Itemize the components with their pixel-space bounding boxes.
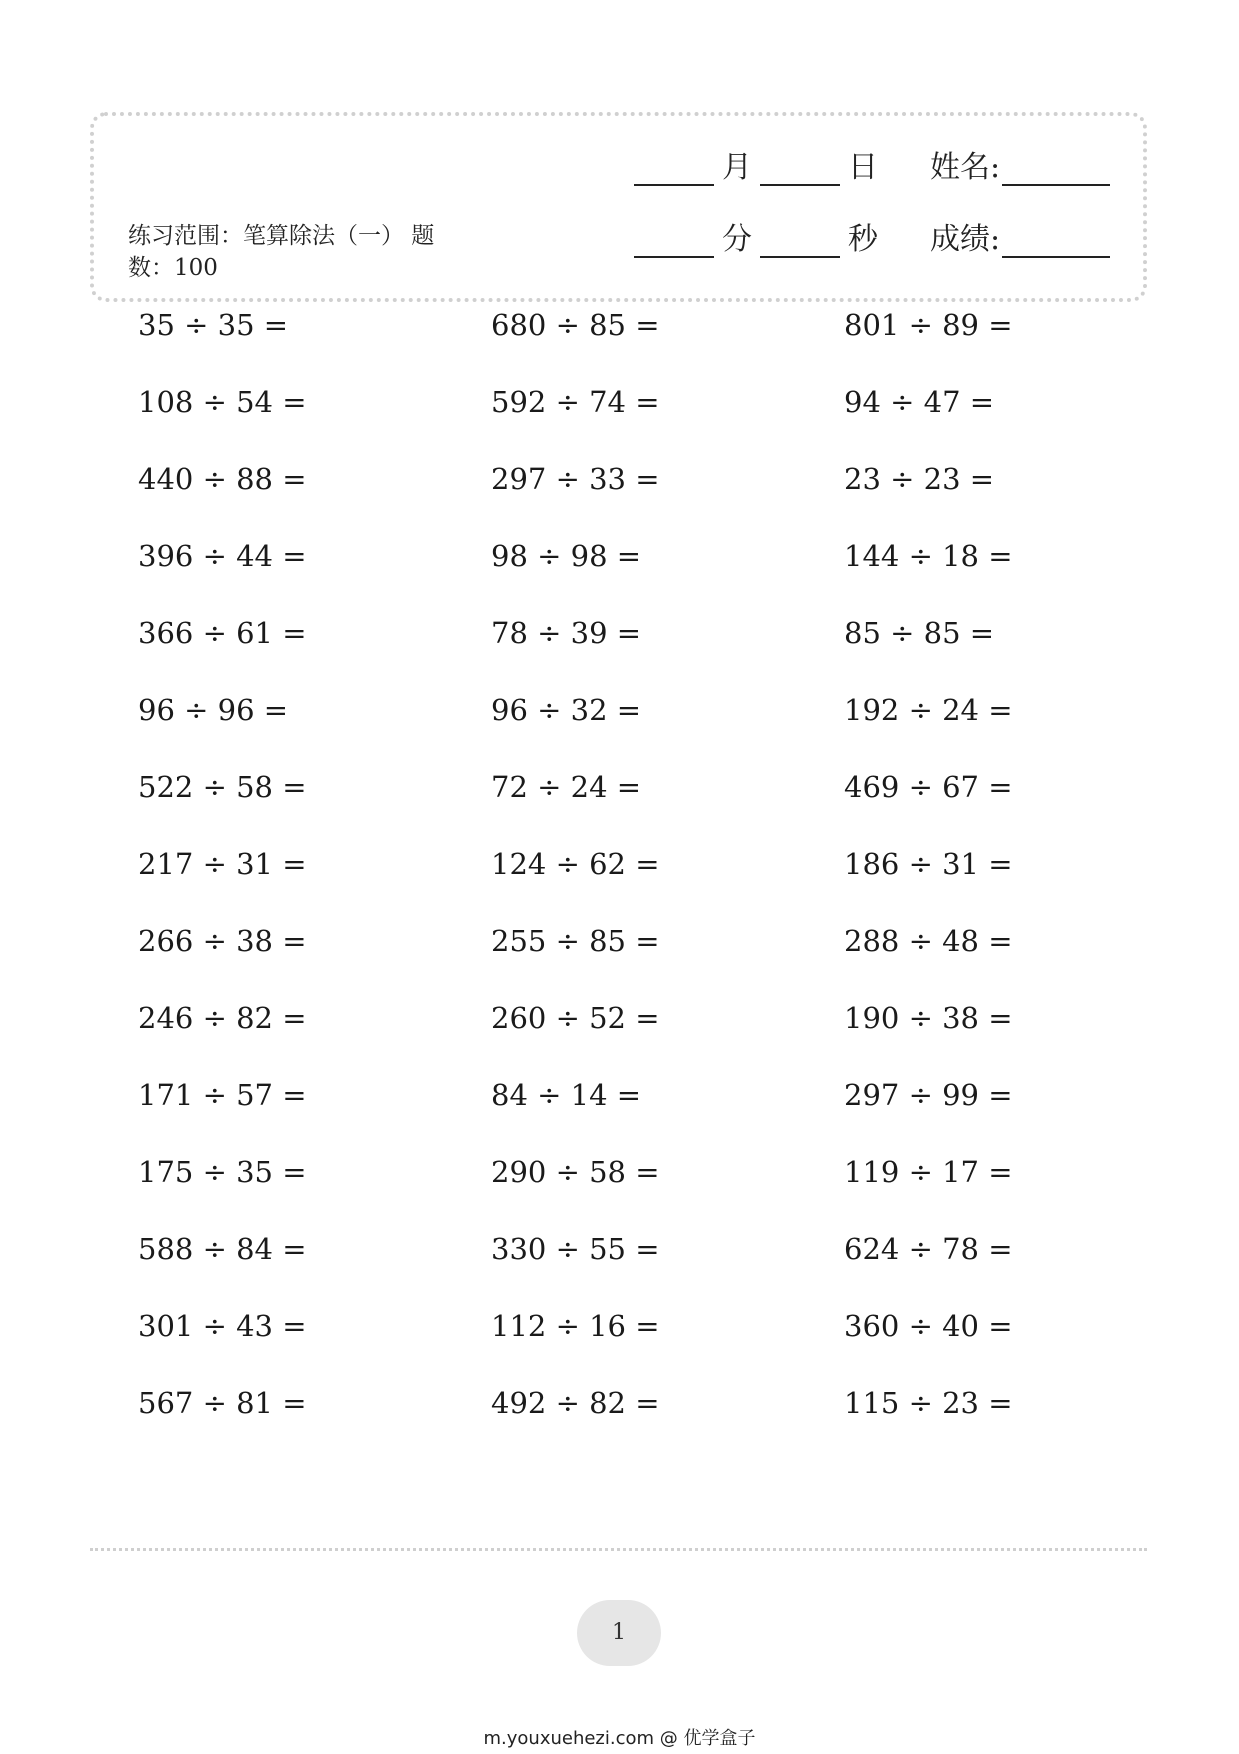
problem-item: 680 ÷ 85 = [491,308,660,342]
problem-item: 119 ÷ 17 = [844,1155,1013,1189]
problem-item: 246 ÷ 82 = [138,1001,307,1035]
problem-item: 297 ÷ 33 = [491,462,660,496]
problem-item: 301 ÷ 43 = [138,1309,307,1343]
problem-item: 567 ÷ 81 = [138,1386,307,1420]
problem-item: 108 ÷ 54 = [138,385,307,419]
problem-item: 85 ÷ 85 = [844,616,995,650]
second-blank[interactable] [760,222,840,258]
problem-item: 186 ÷ 31 = [844,847,1013,881]
problem-item: 112 ÷ 16 = [491,1309,660,1343]
problem-item: 84 ÷ 14 = [491,1078,642,1112]
problem-item: 192 ÷ 24 = [844,693,1013,727]
problem-item: 297 ÷ 99 = [844,1078,1013,1112]
problem-item: 469 ÷ 67 = [844,770,1013,804]
problem-item: 492 ÷ 82 = [491,1386,660,1420]
problem-item: 366 ÷ 61 = [138,616,307,650]
problem-item: 260 ÷ 52 = [491,1001,660,1035]
problem-item: 360 ÷ 40 = [844,1309,1013,1343]
problem-item: 35 ÷ 35 = [138,308,289,342]
practice-scope: 练习范围：笔算除法（一） 题数：100 [128,223,435,281]
problem-item: 124 ÷ 62 = [491,847,660,881]
problem-item: 588 ÷ 84 = [138,1232,307,1266]
problem-item: 98 ÷ 98 = [491,539,642,573]
problem-item: 175 ÷ 35 = [138,1155,307,1189]
divider [90,1548,1147,1551]
footer-site: m.youxuehezi.com @ 优学盒子 [483,1728,756,1749]
problem-item: 592 ÷ 74 = [491,385,660,419]
problem-item: 115 ÷ 23 = [844,1386,1013,1420]
problem-item: 266 ÷ 38 = [138,924,307,958]
month-blank[interactable] [634,150,714,186]
worksheet-header [90,112,1147,302]
name-label: 姓名: [930,150,1001,185]
problem-item: 290 ÷ 58 = [491,1155,660,1189]
problem-item: 288 ÷ 48 = [844,924,1013,958]
score-label: 成绩: [930,222,1001,257]
month-label: 月 [722,150,752,185]
problem-item: 94 ÷ 47 = [844,385,995,419]
second-label: 秒 [848,222,878,257]
time-score-row [634,218,1110,258]
problem-item: 255 ÷ 85 = [491,924,660,958]
minute-blank[interactable] [634,222,714,258]
problem-item: 330 ÷ 55 = [491,1232,660,1266]
problem-item: 72 ÷ 24 = [491,770,642,804]
page-number: 1 [577,1600,661,1666]
problem-item: 96 ÷ 32 = [491,693,642,727]
score-blank[interactable] [1002,222,1110,258]
minute-label: 分 [722,222,752,257]
day-label: 日 [848,150,878,185]
name-blank[interactable] [1002,150,1110,186]
problem-item: 78 ÷ 39 = [491,616,642,650]
problem-item: 624 ÷ 78 = [844,1232,1013,1266]
problem-item: 171 ÷ 57 = [138,1078,307,1112]
problem-item: 190 ÷ 38 = [844,1001,1013,1035]
problem-item: 23 ÷ 23 = [844,462,995,496]
day-blank[interactable] [760,150,840,186]
problem-item: 522 ÷ 58 = [138,770,307,804]
problem-item: 801 ÷ 89 = [844,308,1013,342]
problem-item: 96 ÷ 96 = [138,693,289,727]
date-name-row [634,146,1110,186]
problem-item: 396 ÷ 44 = [138,539,307,573]
problem-item: 217 ÷ 31 = [138,847,307,881]
problem-item: 144 ÷ 18 = [844,539,1013,573]
problem-item: 440 ÷ 88 = [138,462,307,496]
